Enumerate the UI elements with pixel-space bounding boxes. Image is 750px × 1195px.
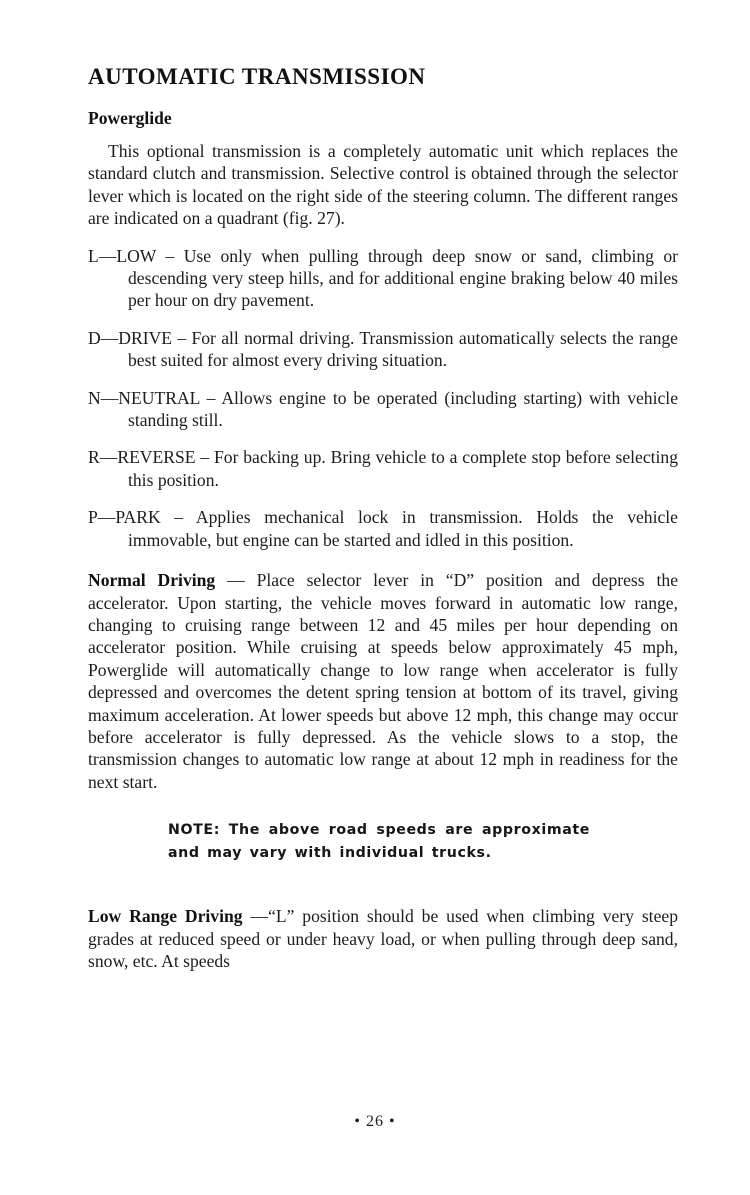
range-description: Use only when pulling through deep snow or sand, climbing or descending very steep hills, and for additional engine braking below 40 miles per hour on dry pavement.	[128, 245, 679, 311]
heading-separator: —	[215, 570, 257, 591]
low-range-paragraph	[88, 905, 678, 972]
range-label: N—NEUTRAL	[88, 387, 200, 408]
range-item-drive	[88, 327, 678, 372]
range-dash: –	[172, 327, 192, 348]
range-item-low	[88, 245, 678, 312]
note-callout: NOTE: The above road speeds are approximate and may vary with individual trucks.	[168, 822, 590, 862]
range-description: Allows engine to be operated (including starting) with vehicle standing still.	[128, 387, 679, 431]
range-description: For backing up. Bring vehicle to a complete stop before selecting this position.	[128, 447, 679, 490]
range-list	[88, 245, 678, 551]
low-range-text: “L” position should be used when climbing very steep grades at reduced speed or under heavy load, or when pulling through deep sand, snow, etc. At speeds	[88, 906, 678, 971]
range-dash: –	[156, 245, 184, 266]
normal-driving-heading: Normal Driving	[88, 570, 216, 591]
range-description: For all normal driving. Transmission automatically selects the range best suited for almost every driving situation.	[128, 327, 678, 371]
range-label: P—PARK	[88, 507, 161, 528]
page-number: • 26 •	[354, 1113, 396, 1130]
range-dash: –	[160, 507, 196, 528]
low-range-heading: Low Range Driving	[88, 906, 243, 927]
range-item-neutral	[88, 387, 678, 432]
range-dash: –	[199, 387, 222, 408]
document-page	[88, 62, 678, 972]
page-title: AUTOMATIC TRANSMISSION	[88, 64, 426, 89]
range-item-reverse	[88, 446, 678, 491]
section-subtitle: Powerglide	[88, 108, 172, 128]
range-item-park	[88, 506, 678, 551]
normal-driving-paragraph	[88, 569, 678, 793]
heading-separator: —	[242, 906, 269, 927]
range-description: Applies mechanical lock in transmission. Holds the vehicle immovable, but engine can be started and idled in this position.	[128, 507, 678, 550]
range-label: R—REVERSE	[88, 447, 196, 468]
range-label: L—LOW	[88, 245, 157, 266]
normal-driving-text: Place selector lever in “D” position and depress the accelerator. Upon starting, the vehicle moves forward in automatic low range, changing to cruising range between 12 and 45 miles per hour depending on accelerator position. While cruising at speeds below approximately 45 mph, Powerglide will automatically change to low range when accelerator is fully depressed and overcomes the detent spring tension at bottom of its travel, giving maximum acceleration. At lower speeds but above 12 mph, this change may occur before accelerator is fully depressed. As the vehicle slows to a stop, the transmission changes to automatic low range at about 12 mph in readiness for the next start.	[88, 570, 679, 792]
range-label: D—DRIVE	[88, 327, 173, 348]
intro-paragraph: This optional transmission is a completely automatic unit which replaces the standard clutch and transmission. Selective control is obtained through the selector lever which is located on the right side of the steering column. The different ranges are indicated on a quadrant (fig. 27).	[88, 141, 678, 229]
range-dash: –	[195, 447, 214, 468]
